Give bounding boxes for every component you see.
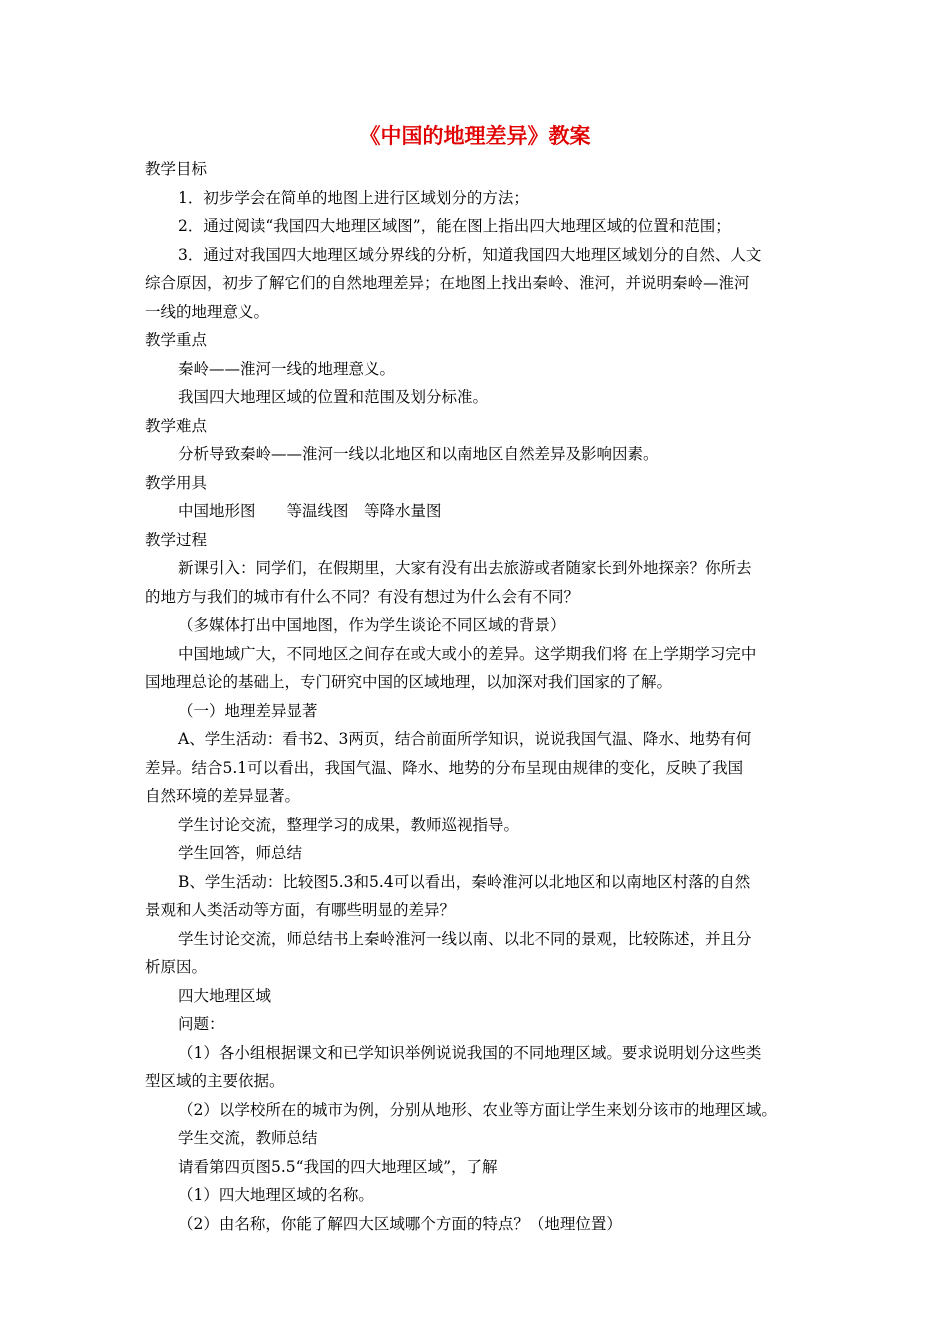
text-line: 教学过程 <box>145 530 208 549</box>
text-line: 析原因。 <box>145 958 208 976</box>
text-line-indented: （2）由名称，你能了解四大区域哪个方面的特点？（地理位置） <box>178 1214 622 1233</box>
text-line: 的地方与我们的城市有什么不同？有没有想过为什么会有不同？ <box>145 587 580 606</box>
text-line: 自然环境的差异显著。 <box>145 787 301 805</box>
text-line-indented: A、学生活动：看书2、3两页，结合前面所学知识，说说我国气温、降水、地势有何 <box>178 730 752 748</box>
document-title: 《中国的地理差异》教案 <box>359 124 591 148</box>
text-line-indented: （1）各小组根据课文和已学知识举例说说我国的不同地理区域。要求说明划分这些类 <box>178 1043 762 1062</box>
text-line-indented: 1．初步学会在简单的地图上进行区域划分的方法； <box>178 188 529 207</box>
text-line: 综合原因，初步了解它们的自然地理差异；在地图上找出秦岭、淮河，并说明秦岭—淮河 <box>145 274 750 292</box>
text-line-indented: 3．通过对我国四大地理区域分界线的分析，知道我国四大地理区域划分的自然、人文 <box>178 245 762 264</box>
text-line-indented: 学生回答，师总结 <box>178 844 303 862</box>
text-line-indented: 中国地形图 等温线图 等降水量图 <box>178 502 442 520</box>
text-line-indented: B、学生活动：比较图5.3和5.4可以看出，秦岭淮河以北地区和以南地区村落的自然 <box>178 872 751 891</box>
text-line-indented: 我国四大地理区域的位置和范围及划分标准。 <box>178 388 489 406</box>
text-line-indented: （2）以学校所在的城市为例，分别从地形、农业等方面让学生来划分该市的地理区域。 <box>178 1100 777 1119</box>
document-body <box>145 155 817 1238</box>
text-line-indented: 2．通过阅读“我国四大地理区域图”，能在图上指出四大地理区域的位置和范围； <box>178 217 731 235</box>
text-line-indented: 学生讨论交流，整理学习的成果，教师巡视指导。 <box>178 815 520 834</box>
text-line: 教学重点 <box>145 331 208 349</box>
text-line: 型区域的主要依据。 <box>145 1072 285 1090</box>
text-line: 教学难点 <box>145 416 208 435</box>
text-line-indented: 新课引入：同学们，在假期里，大家有没有出去旅游或者随家长到外地探亲？你所去 <box>178 559 752 577</box>
text-line-indented: （1）四大地理区域的名称。 <box>178 1186 374 1204</box>
text-line-indented: 分析导致秦岭——淮河一线以北地区和以南地区自然差异及影响因素。 <box>178 445 659 463</box>
text-line: 差异。结合5.1可以看出，我国气温、降水、地势的分布呈现由规律的变化，反映了我国 <box>145 758 744 777</box>
text-line-indented: 中国地域广大，不同地区之间存在或大或小的差异。这学期我们将 在上学期学习完中 <box>178 644 757 663</box>
text-line-indented: （一）地理差异显著 <box>178 701 318 720</box>
text-line-indented: 四大地理区域 <box>178 986 272 1005</box>
text-line-indented: 问题： <box>178 1015 225 1033</box>
text-line-indented: 秦岭——淮河一线的地理意义。 <box>178 359 396 378</box>
text-line-indented: （多媒体打出中国地图，作为学生谈论不同区域的背景） <box>178 616 566 634</box>
text-line: 国地理总论的基础上，专门研究中国的区域地理，以加深对我们国家的了解。 <box>145 673 673 691</box>
text-line: 景观和人类活动等方面，有哪些明显的差异？ <box>145 901 456 919</box>
text-line-indented: 学生讨论交流，师总结书上秦岭淮河一线以南、以北不同的景观，比较陈述，并且分 <box>178 929 752 948</box>
text-line: 一线的地理意义。 <box>145 302 270 321</box>
text-line-indented: 学生交流，教师总结 <box>178 1129 318 1147</box>
text-line-indented: 请看第四页图5.5“我国的四大地理区域”，了解 <box>178 1157 498 1176</box>
text-line: 教学目标 <box>145 160 208 178</box>
text-line: 教学用具 <box>145 473 208 492</box>
